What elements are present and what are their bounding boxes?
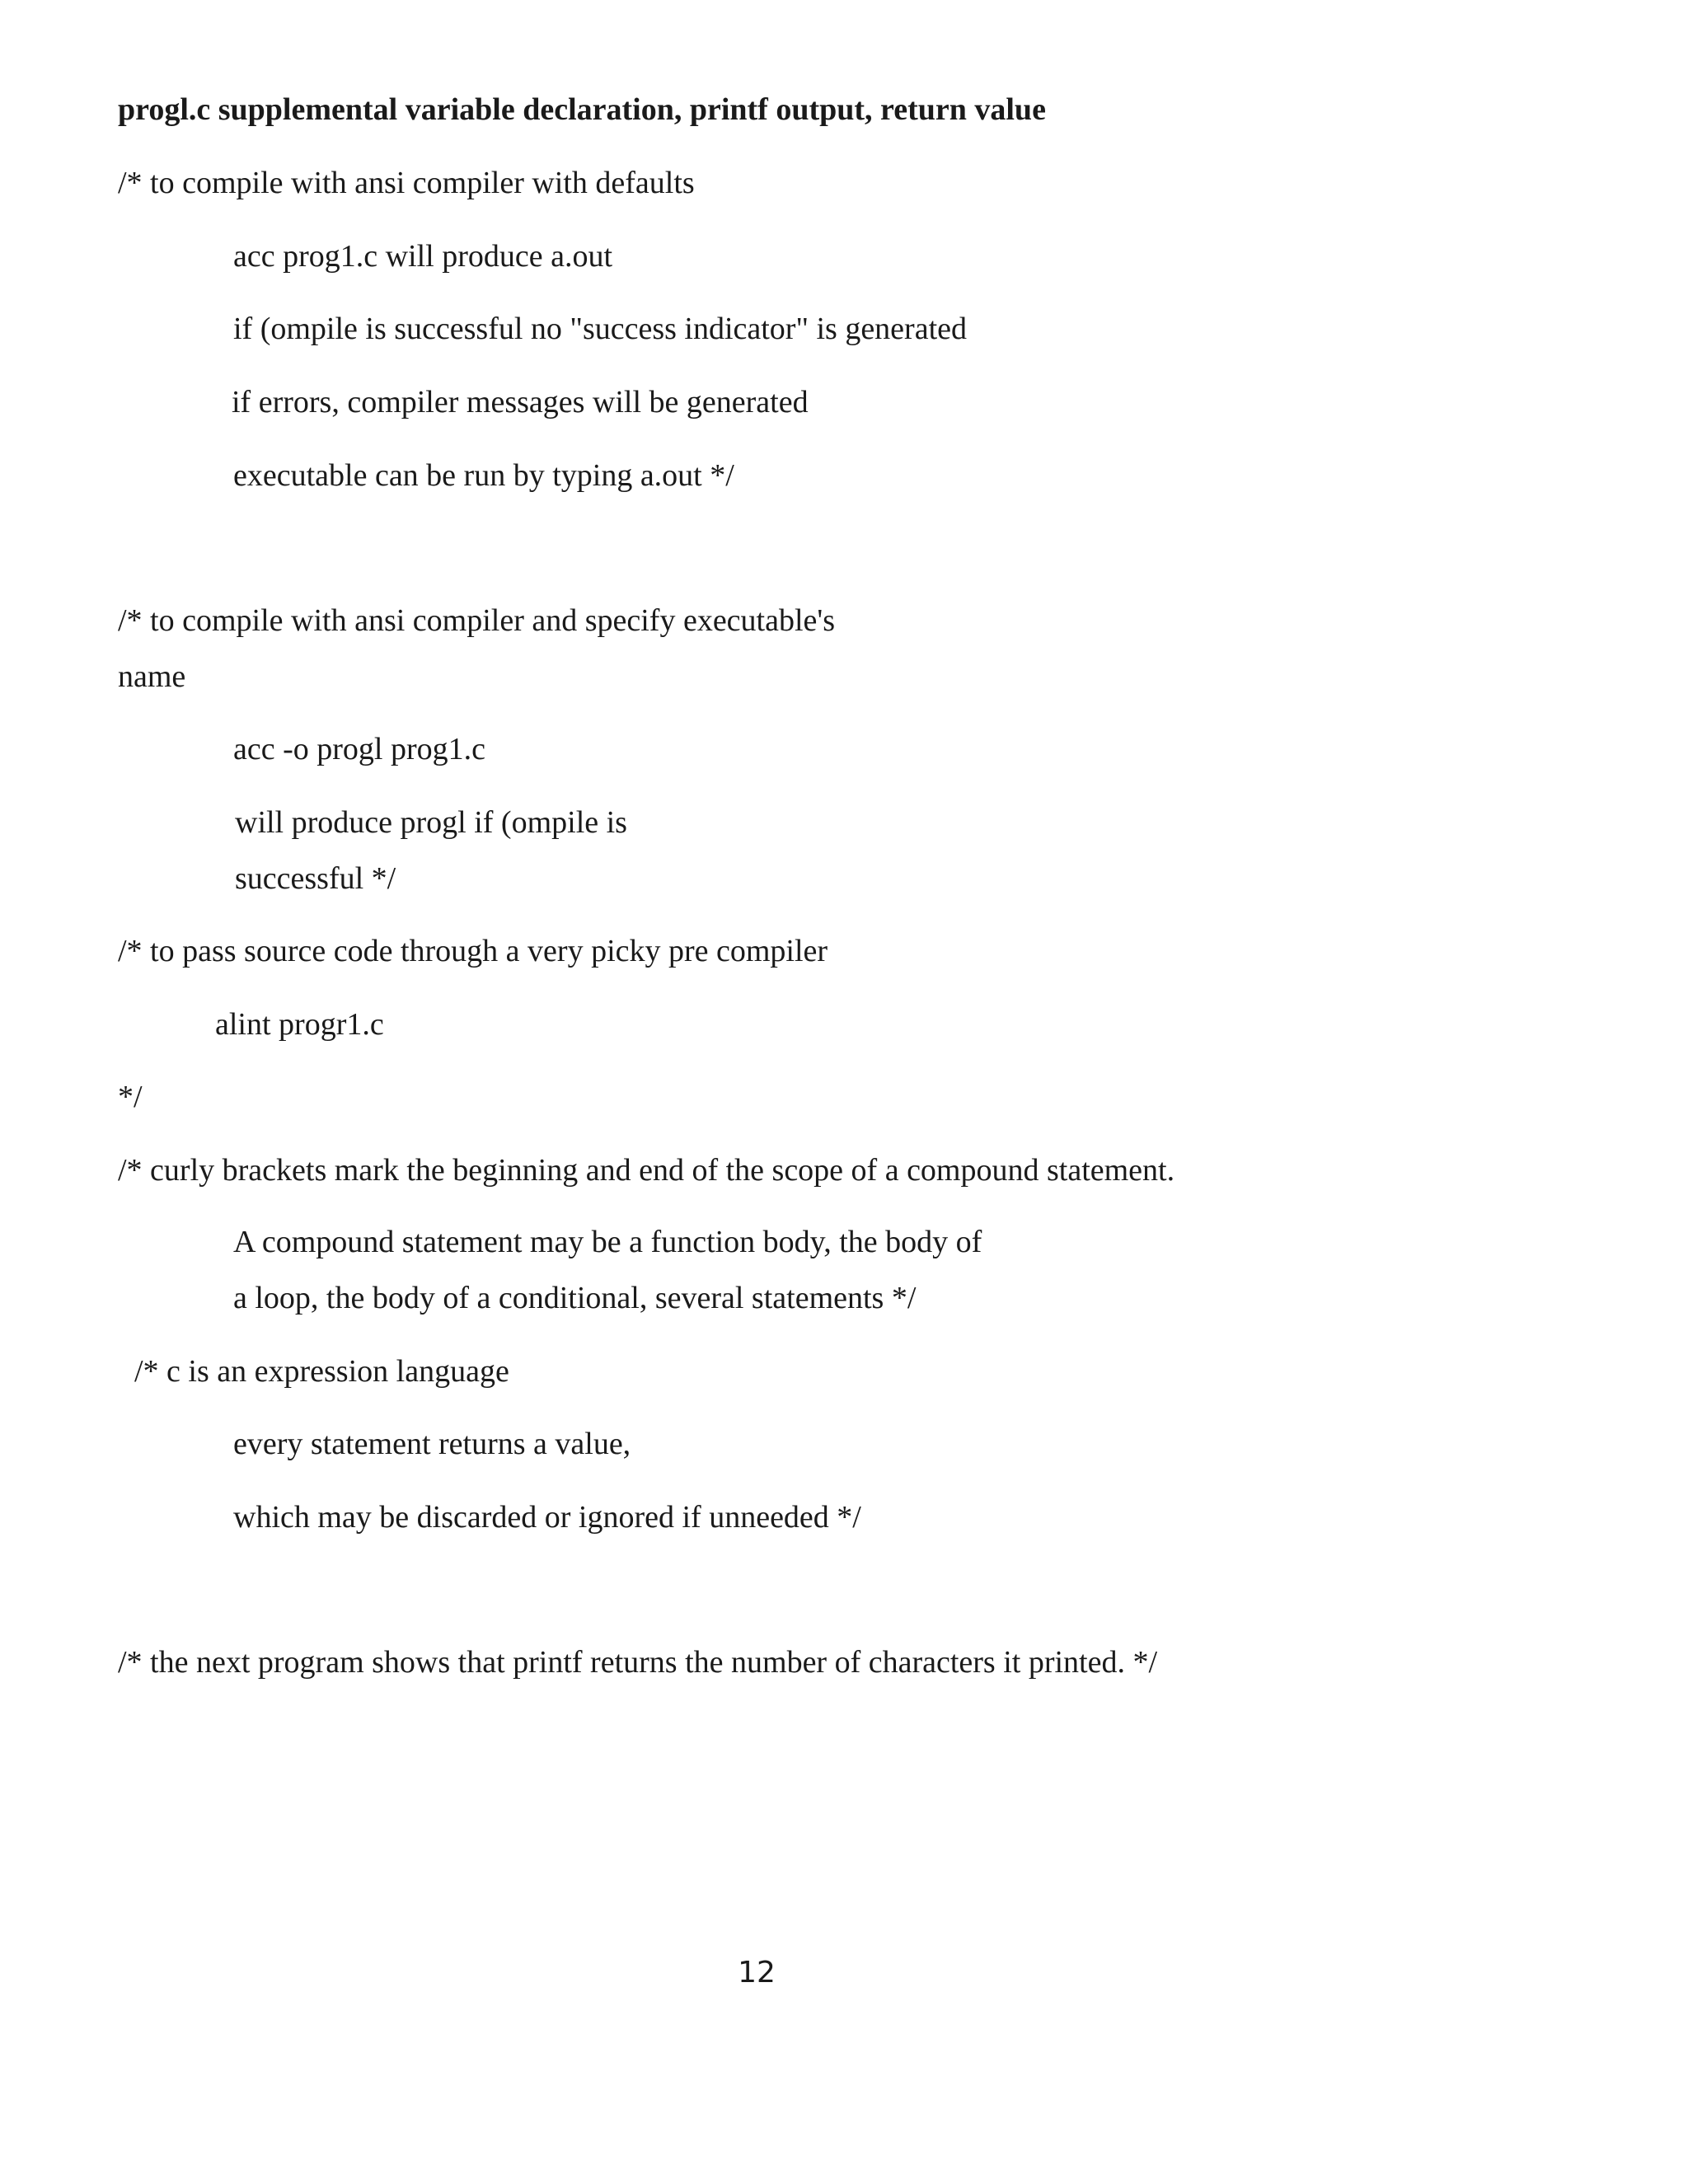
comment-line: /* to compile with ansi compiler and specify executable's <box>118 603 836 638</box>
comment-line: which may be discarded or ignored if unneeded */ <box>233 1500 861 1535</box>
comment-line: /* curly brackets mark the beginning and end of the scope of a compound statement. <box>118 1153 1175 1188</box>
comment-line: executable can be run by typing a.out */ <box>233 458 734 493</box>
comment-line: /* c is an expression language <box>134 1354 509 1389</box>
comment-line: every statement returns a value, <box>233 1427 631 1461</box>
comment-line: name <box>118 659 186 694</box>
comment-line: acc prog1.c will produce a.out <box>233 239 613 274</box>
comment-line: A compound statement may be a function body, the body of <box>233 1225 982 1259</box>
comment-line: if (ompile is successful no "success indicator" is generated <box>233 312 967 346</box>
comment-line: if errors, compiler messages will be generated <box>232 385 809 419</box>
comment-line: */ <box>118 1080 143 1114</box>
comment-line: /* the next program shows that printf returns the number of characters it printed. */ <box>118 1645 1158 1680</box>
comment-line: will produce progl if (ompile is <box>235 805 627 840</box>
comment-line: /* to compile with ansi compiler with defaults <box>118 166 695 200</box>
comment-line: a loop, the body of a conditional, several statements */ <box>233 1281 917 1315</box>
comment-line: /* to pass source code through a very picky pre compiler <box>118 934 828 968</box>
comment-line: acc -o progl prog1.c <box>233 732 485 766</box>
page-number: 12 <box>738 1956 776 1990</box>
comment-line: alint progr1.c <box>215 1007 384 1042</box>
comment-line: successful */ <box>235 861 396 896</box>
document-title: progl.c supplemental variable declaration, printf output, return value <box>118 92 1046 127</box>
